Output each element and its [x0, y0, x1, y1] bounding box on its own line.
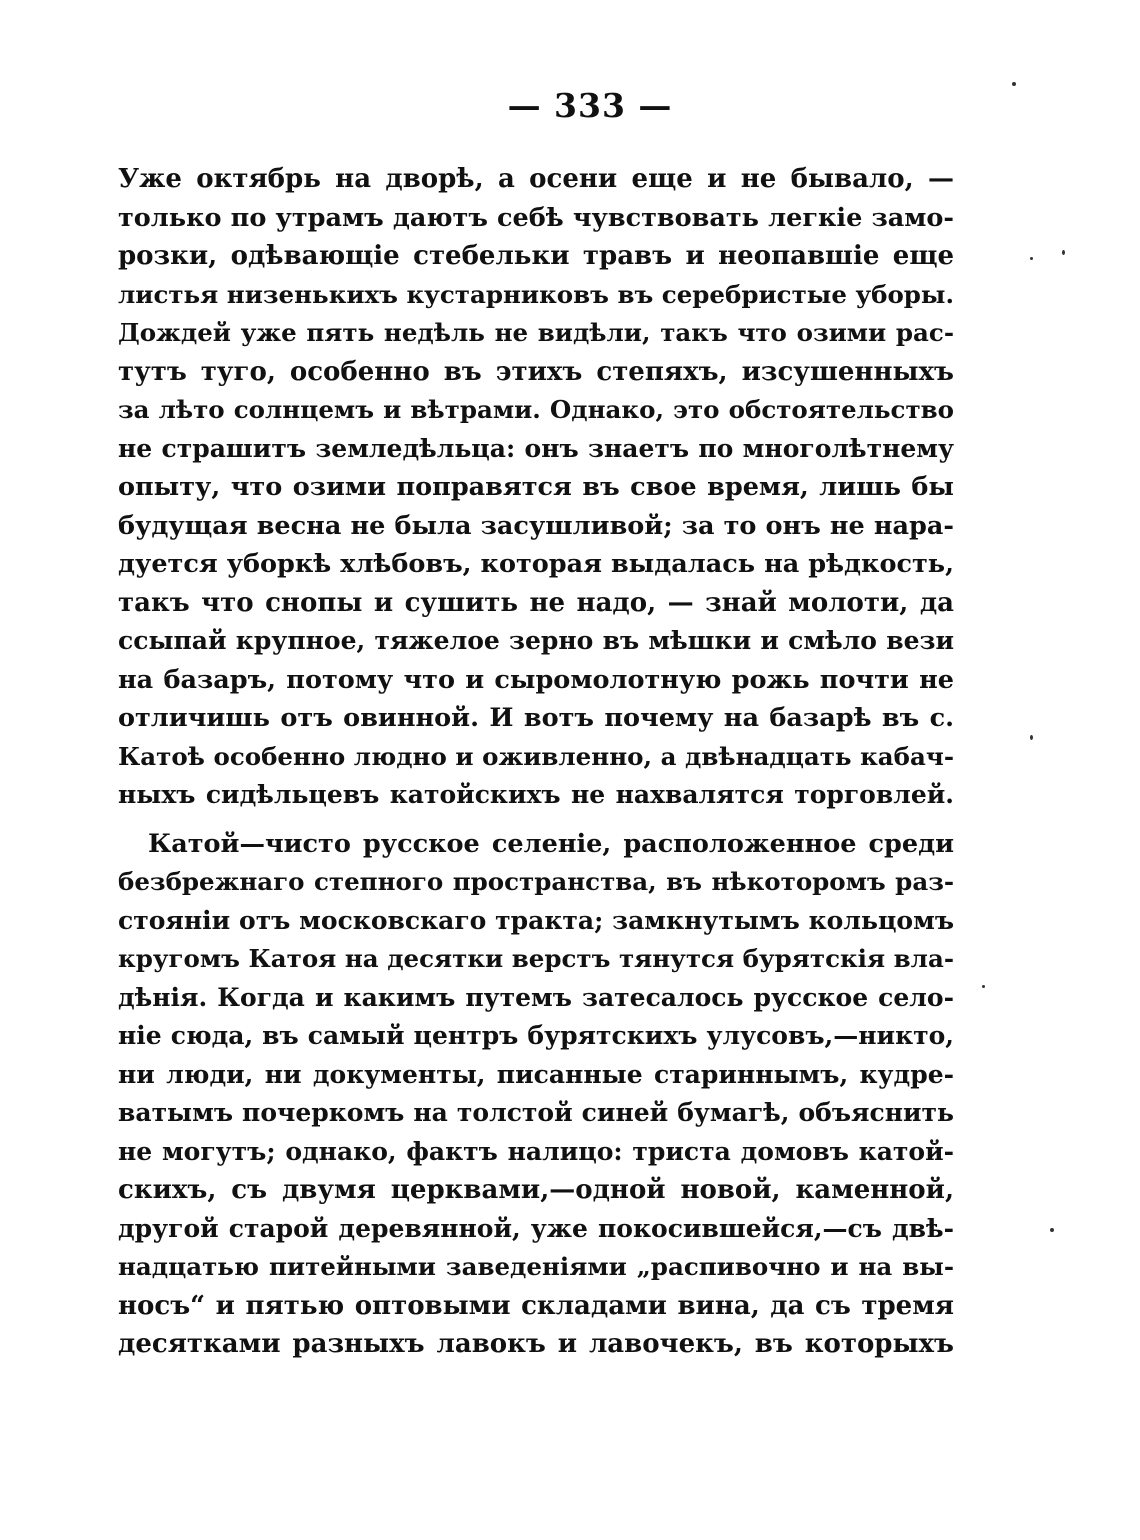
- text-line: десятками разныхъ лавокъ и лавочекъ, въ которыхъ: [118, 1329, 954, 1359]
- text-line: носъ“ и пятью оптовыми складами вина, да съ тремя: [118, 1290, 954, 1321]
- text-line: ни люди, ни документы, писанные стариннымъ, кудре-: [118, 1059, 954, 1089]
- text-line: кругомъ Катоя на десятки верстъ тянутся бурятскія вла-: [118, 944, 954, 973]
- text-line: ныхъ сидѣльцевъ катойскихъ не нахвалятся торговлей.: [118, 780, 954, 809]
- text-line: за лѣто солнцемъ и вѣтрами. Однако, это обстоятельство: [118, 395, 954, 424]
- text-line: листья низенькихъ кустарниковъ въ серебристые уборы.: [118, 279, 954, 309]
- page-number: — 333 —: [507, 86, 673, 125]
- scan-speck: [1030, 257, 1033, 260]
- text-line: ніе сюда, въ самый центръ бурятскихъ улусовъ,—никто,: [118, 1021, 954, 1050]
- text-line: Уже октябрь на дворѣ, а осени еще и не бывало, —: [118, 164, 954, 194]
- text-line: дѣнія. Когда и какимъ путемъ затесалось русское село-: [118, 982, 954, 1012]
- text-line: безбрежнаго степного пространства, въ нѣкоторомъ раз-: [118, 867, 954, 896]
- text-line: скихъ, съ двумя церквами,—одной новой, каменной,: [118, 1175, 954, 1205]
- text-line: дуется уборкѣ хлѣбовъ, которая выдалась на рѣдкость,: [118, 549, 954, 579]
- scan-speck: [1062, 250, 1065, 255]
- paragraph-2: [118, 825, 954, 1364]
- text-line: Дождей уже пять недѣль не видѣли, такъ что озими рас-: [118, 318, 954, 347]
- text-line: Катоѣ особенно людно и оживленно, а двѣнадцать кабач-: [118, 741, 954, 771]
- text-line: ватымъ почеркомъ на толстой синей бумагѣ, объяснить: [118, 1098, 954, 1127]
- text-line: такъ что снопы и сушить не надо, — знай молоти, да: [118, 587, 954, 618]
- text-line: не могутъ; однако, фактъ налицо: триста домовъ катой-: [118, 1136, 954, 1166]
- text-line: стояніи отъ московскаго тракта; замкнутымъ кольцомъ: [118, 905, 954, 935]
- scan-speck: [1050, 1228, 1054, 1232]
- text-line: на базаръ, потому что и сыромолотную рожь почти не: [118, 664, 954, 695]
- body-text: [118, 160, 954, 1364]
- scan-speck: [982, 985, 985, 988]
- text-line: розки, одѣвающіе стебельки травъ и неопавшіе еще: [118, 241, 954, 271]
- text-line: отличишь отъ овинной. И вотъ почему на базарѣ въ с.: [118, 703, 954, 733]
- text-line: опыту, что озими поправятся въ свое время, лишь бы: [118, 472, 954, 502]
- text-line: не страшитъ земледѣльца: онъ знаетъ по многолѣтнему: [118, 433, 954, 463]
- text-line: тутъ туго, особенно въ этихъ степяхъ, изсушенныхъ: [118, 356, 954, 387]
- paragraph-gap: [118, 815, 954, 825]
- paragraph-1: [118, 160, 954, 815]
- text-line: другой старой деревянной, уже покосившейся,—съ двѣ-: [118, 1213, 954, 1243]
- scan-speck: [1030, 735, 1033, 740]
- text-line: будущая весна не была засушливой; за то онъ не нара-: [118, 510, 954, 541]
- text-line: только по утрамъ даютъ себѣ чувствовать легкіе замо-: [118, 202, 954, 233]
- scan-speck: [1012, 82, 1016, 86]
- text-line: Катой—чисто русское селеніе, расположенное среди: [148, 828, 954, 859]
- text-line: надцатью питейными заведеніями „распивочно и на вы-: [118, 1252, 954, 1281]
- text-line: ссыпай крупное, тяжелое зерно въ мѣшки и смѣло вези: [118, 626, 954, 655]
